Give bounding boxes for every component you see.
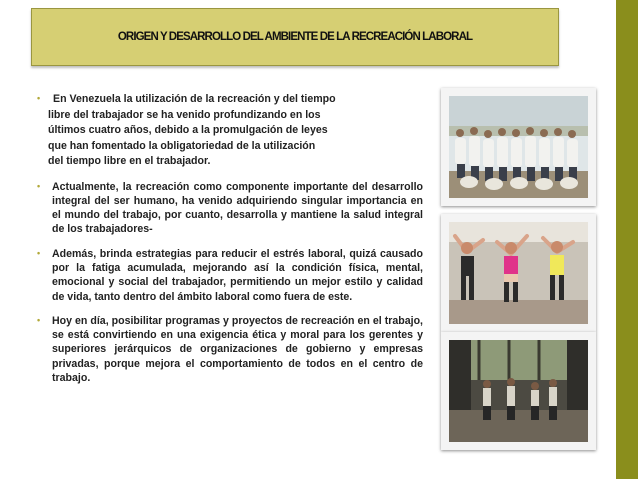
bullet-dot-icon: • [37,314,41,325]
bullet-line: últimos cuatro años, debido a la promulgación de leyes [48,124,328,136]
bullet-text: Además, brinda estrategias para reducir el estrés laboral, quizá causado por la fatiga acumulada, mejorando así la condición física, mental, emocional y social del trabajador, permitiendo un mejor estilo y calidad de vida, tanto dentro del ámbito laboral como fuera de este. [52,247,423,303]
photo-frame-aerobics [441,214,596,332]
bullet-dot-icon: • [37,247,41,258]
bullet-text: Actualmente, la recreación como componente importante del desarrollo integral del ser humano, ha venido adquiriendo singular importancia en el mundo del trabajo, por cuanto, desarrolla y mantiene la salud integral de los trabajadores- [52,180,423,236]
bullet-item [37,92,423,170]
bullet-line: En Venezuela la utilización de la recreación y del tiempo [53,93,336,105]
bullet-dot-icon: • [37,93,41,103]
bullet-line: que han fomentado la obligatoriedad de la utilización [48,139,316,152]
bullet-text: Hoy en día, posibilitar programas y proyectos de recreación en el trabajo, se está convirtiendo en una exigencia ética y moral para los gerentes y superiores jerárquicos de organizaciones de gobierno y empresas privadas, porque mejora el comportamiento de todos en el centro de trabajo. [52,314,423,385]
bullet-line: del tiempo libre en el trabajador. [48,155,211,167]
outdoor-exercise-photo-icon [449,340,588,442]
bullet-list [37,92,423,395]
bullet-item [37,247,423,304]
group-photo-icon [449,96,588,198]
bullet-line: libre del trabajador se ha venido profundizando en los [48,108,321,121]
bullet-item [37,180,423,237]
aerobics-class-photo-icon [449,222,588,324]
photo-frame-group [441,88,596,206]
title-box [31,8,559,66]
accent-bar [616,0,638,479]
bullet-dot-icon: • [37,180,41,191]
photo-frame-outdoor [441,332,596,450]
bullet-item [37,314,423,385]
slide-title: ORIGEN Y DESARROLLO DEL AMBIENTE DE LA RECREACIÓN LABORAL [117,31,473,43]
